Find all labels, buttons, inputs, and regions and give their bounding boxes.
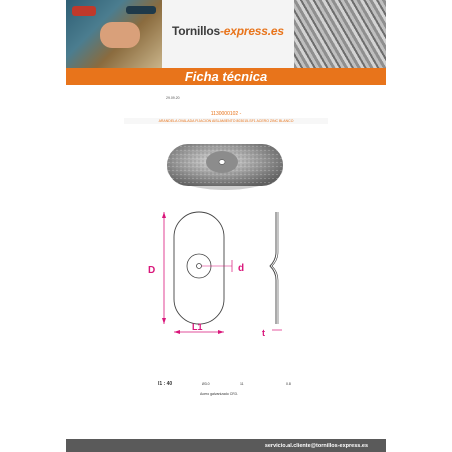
dimension-D-label: D [148,265,156,276]
spec-sheet [66,0,386,452]
product-photo [162,136,288,194]
spec-value: 11 [240,382,244,386]
washer-hole [219,160,225,165]
washer-outline [174,212,224,324]
section-title: Ficha técnica [184,69,268,84]
hand-image [100,22,140,48]
tool-image [72,6,96,16]
section-title-bar [66,68,386,85]
spec-value: 0.8 [286,382,291,386]
footer-bar [66,439,386,452]
product-code: 1130000102 - [210,111,242,117]
tool-image [126,6,156,14]
technical-drawing [148,204,312,344]
product-description: ARANDELA OVALADA FIJACION AISLAMIENTO 803015-SF1 ACERO ZINC BLANCO [124,118,328,124]
side-profile-inner [272,212,278,324]
logo-accent-text: -express.es [219,24,284,38]
scale-label: l1 : 40 [158,381,173,387]
arrow-icon [162,212,166,218]
header-banner [66,0,386,68]
arrow-icon [218,330,224,334]
hole-outline [197,264,202,269]
logo-area [162,0,294,68]
tools-photo [66,0,162,68]
dimension-L1-label: L1 [192,322,203,332]
arrow-icon [162,318,166,324]
dimension-t-label: t [262,328,265,338]
logo-main-text: Tornillos [172,24,220,38]
contact-email-link[interactable]: servicio.al.cliente@tornillos-express.es [264,442,368,449]
arrow-icon [174,330,180,334]
brand-logo[interactable] [172,24,284,38]
dimension-d-label: d [238,263,245,274]
side-profile [270,212,276,324]
document-date: 29.09.20 [166,96,180,100]
screws-photo [294,0,386,68]
spec-value: Ø3.0 [202,382,210,386]
material-label: Acero galvanizado CR3. [200,392,238,396]
